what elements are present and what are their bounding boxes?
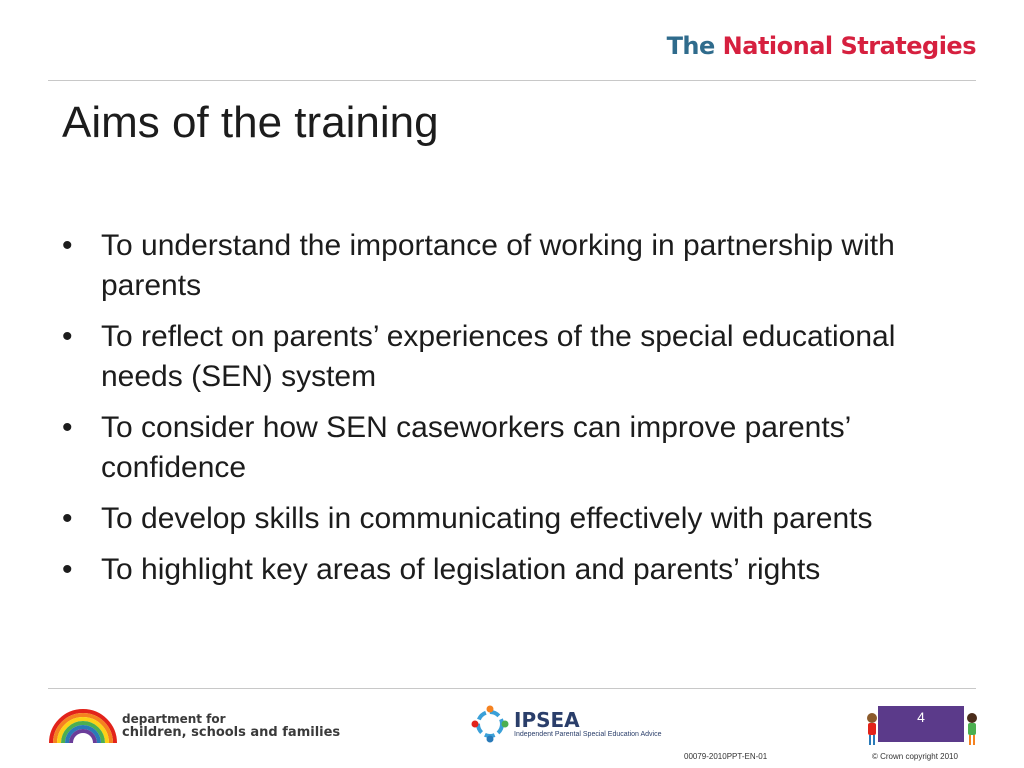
- brand-national-strategies: National Strategies: [722, 32, 976, 60]
- bullet-item: [62, 226, 962, 306]
- ipsea-subtitle: Independent Parental Special Education Advice: [514, 731, 662, 738]
- national-strategies-logo: [667, 32, 976, 60]
- copyright-notice: © Crown copyright 2010: [872, 752, 958, 761]
- children-holding-banner-icon: [860, 700, 984, 750]
- header-divider: [48, 80, 976, 81]
- ipsea-people-icon: [470, 704, 510, 744]
- bullet-item: [62, 408, 962, 488]
- bullet-list: [62, 226, 962, 601]
- slide-title: Aims of the training: [62, 98, 439, 147]
- dcsf-line1: department for: [122, 712, 226, 726]
- ipsea-logo: [470, 704, 662, 749]
- brand-the: The: [666, 32, 715, 60]
- bullet-text: To highlight key areas of legislation and parents’ rights: [101, 553, 821, 586]
- bullet-text: To develop skills in communicating effectively with parents: [101, 502, 873, 535]
- bullet-item: [62, 550, 962, 590]
- dcsf-logo: [48, 708, 341, 749]
- ipsea-name: IPSEA: [514, 708, 580, 732]
- bullet-icon: •: [62, 553, 73, 586]
- document-reference: 00079-2010PPT-EN-01: [684, 752, 768, 761]
- dcsf-line2: children, schools and families: [122, 725, 341, 740]
- bullet-icon: •: [62, 411, 73, 444]
- bullet-icon: •: [62, 320, 73, 353]
- bullet-text: To understand the importance of working in partnership with parents: [101, 229, 895, 302]
- bullet-item: [62, 317, 962, 397]
- footer-divider: [48, 688, 976, 689]
- dcsf-text: [122, 712, 340, 740]
- bullet-item: [62, 499, 962, 539]
- page-number: 4: [917, 709, 925, 725]
- bullet-icon: •: [62, 229, 73, 262]
- bullet-icon: •: [62, 502, 73, 535]
- bullet-text: To reflect on parents’ experiences of the special educational needs (SEN) system: [101, 320, 896, 393]
- rainbow-icon: [48, 708, 118, 744]
- bullet-text: To consider how SEN caseworkers can improve parents’ confidence: [101, 411, 851, 484]
